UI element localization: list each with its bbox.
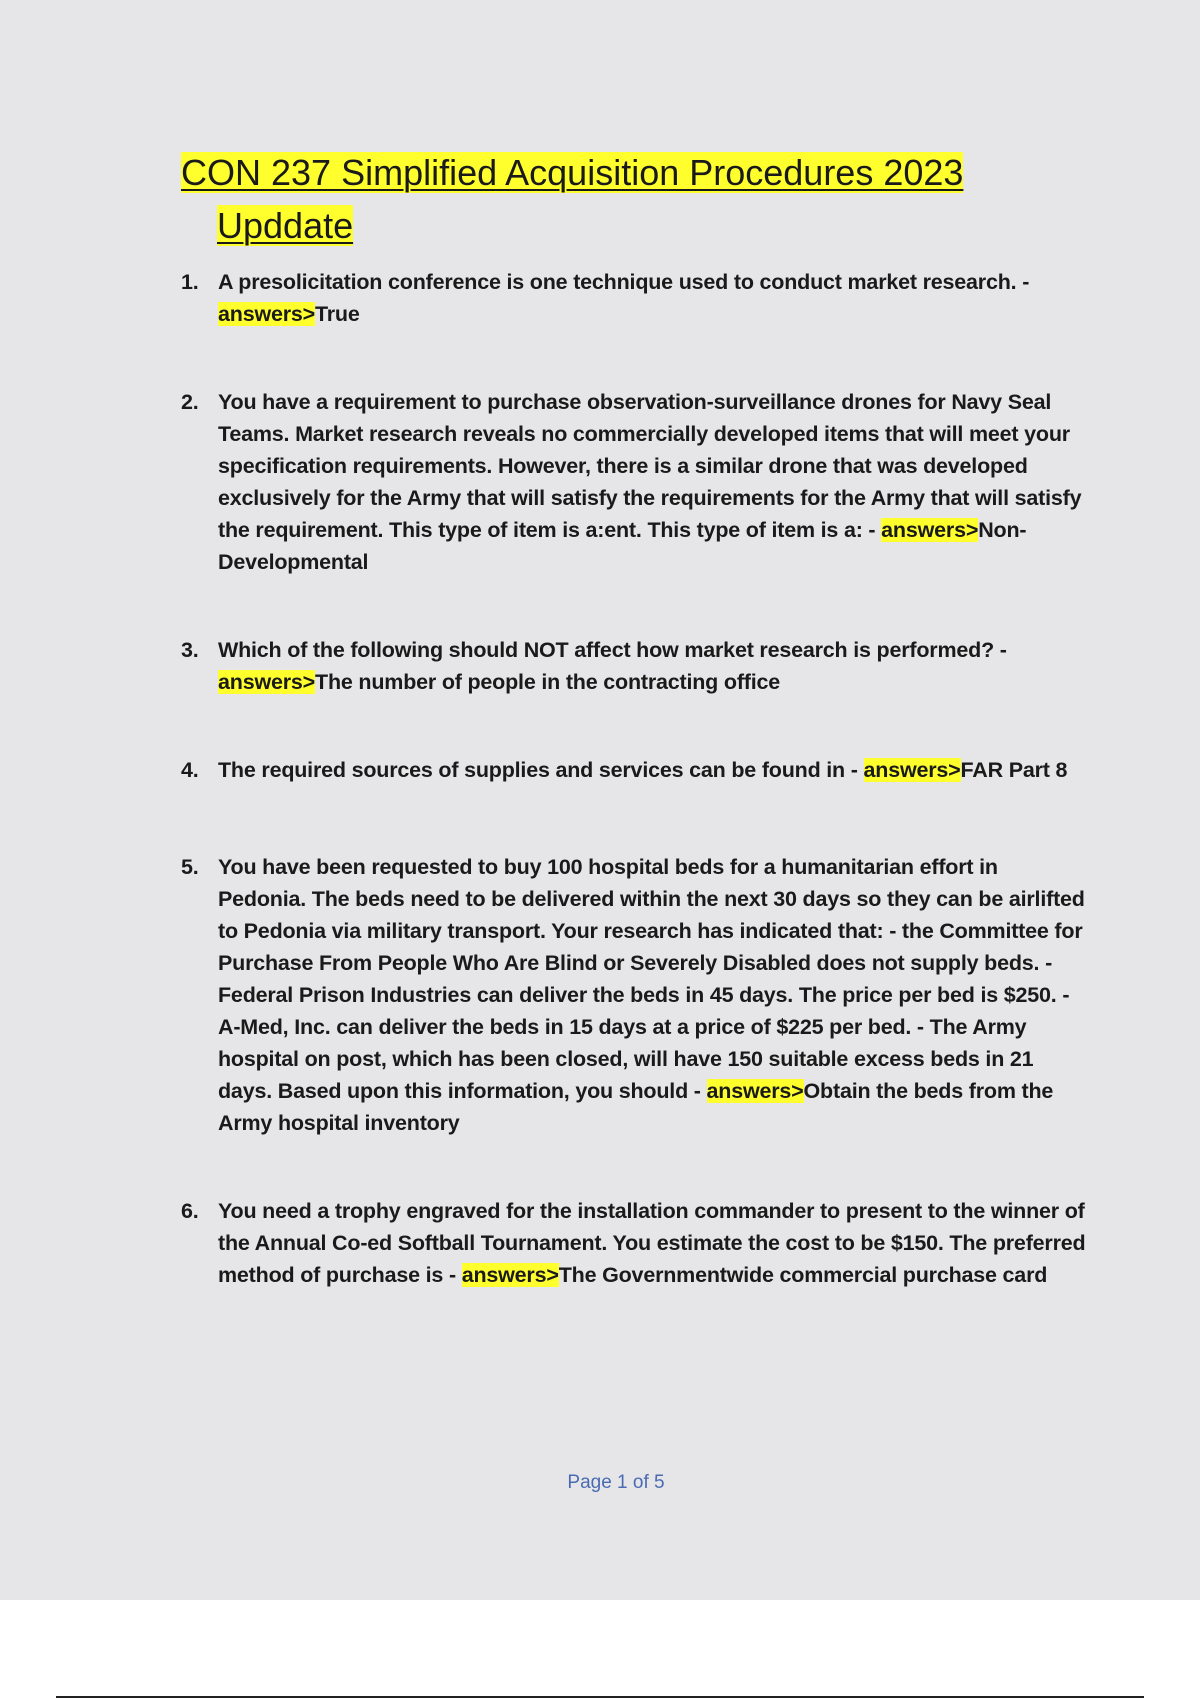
question-text: Which of the following should NOT affect how market research is performed? - [218,638,1007,662]
answer-text: True [315,302,360,326]
answer-text: The number of people in the contracting office [315,670,781,694]
question-list [181,266,1087,1291]
question-number: 1. [181,270,199,294]
question-item-2 [181,386,1087,578]
answer-text: Non-Developmental [218,518,1027,574]
question-number: 4. [181,758,199,782]
answer-text: FAR Part 8 [960,758,1068,782]
question-item-6 [181,1195,1087,1291]
answer-marker: answers> [218,670,316,694]
answer-marker: answers> [881,518,979,542]
question-number: 2. [181,390,199,414]
answer-marker: answers> [218,302,316,326]
document-title [181,146,1077,252]
question-text: You have a requirement to purchase observation-surveillance drones for Navy Seal Teams. Market research reveals no commercially developed items that will meet your specification requirements. However, there is a similar drone that was developed exclusively for the Army that will satisfy the requirements for the Army that will satisfy the requirement. This type of item is a:ent. This type of item is a: - [218,390,1082,542]
question-item-4 [181,754,1087,786]
question-item-5 [181,851,1087,1139]
next-page-divider [56,1696,1144,1698]
question-text: The required sources of supplies and services can be found in - [218,758,864,782]
question-item-1 [181,266,1087,330]
document-title-text: CON 237 Simplified Acquisition Procedures 2023 Upddate [181,152,964,246]
question-number: 5. [181,855,199,879]
question-text: You have been requested to buy 100 hospital beds for a humanitarian effort in Pedonia. The beds need to be delivered within the next 30 days so they can be airlifted to Pedonia via military transport. Your research has indicated that: - the Committee for Purchase From People Who Are Blind or Severely Disabled does not supply beds. - Federal Prison Industries can deliver the beds in 45 days. The price per bed is $250. - A-Med, Inc. can deliver the beds in 15 days at a price of $225 per bed. - The Army hospital on post, which has been closed, will have 150 suitable excess beds in 21 days. Based upon this information, you should - [218,855,1085,1103]
page-number-footer: Page 1 of 5 [567,1472,665,1493]
question-text: You need a trophy engraved for the installation commander to present to the winner of the Annual Co-ed Softball Tournament. You estimate the cost to be $150. The preferred method of purchase is - [218,1199,1086,1287]
answer-text: The Governmentwide commercial purchase card [558,1263,1048,1287]
question-number: 3. [181,638,199,662]
question-number: 6. [181,1199,199,1223]
answer-marker: answers> [461,1263,559,1287]
answer-marker: answers> [706,1079,804,1103]
question-item-3 [181,634,1087,698]
answer-marker: answers> [863,758,961,782]
question-text: A presolicitation conference is one technique used to conduct market research. - [218,270,1030,294]
answer-text: Obtain the beds from the Army hospital inventory [218,1079,1054,1135]
